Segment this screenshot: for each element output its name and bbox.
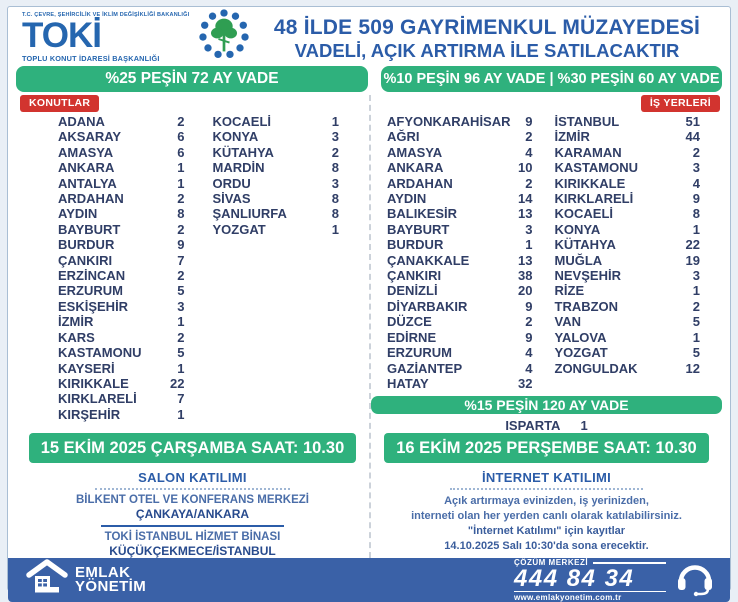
workplace-payment-banner: %10 PEŞİN 96 AY VADE | %30 PEŞİN 60 AY VADE	[381, 66, 722, 92]
list-item	[58, 160, 185, 175]
brand-line-1: EMLAK	[75, 564, 131, 581]
city-count: 2	[177, 114, 185, 129]
list-item	[387, 222, 533, 237]
list-item	[387, 376, 533, 391]
city-count: 22	[685, 237, 700, 253]
city-count: 44	[685, 129, 700, 145]
call-center-label: ÇÖZÜM MERKEZİ	[514, 558, 666, 567]
city-count: 3	[331, 129, 339, 145]
city-count: 1	[331, 114, 339, 129]
city-count: 3	[331, 175, 339, 191]
city-count: 9	[177, 237, 185, 253]
city-count: 14	[518, 191, 533, 207]
city-name: KAYSERİ	[58, 360, 115, 376]
call-center-block	[514, 558, 666, 602]
city-count: 13	[518, 252, 533, 268]
list-item	[58, 237, 185, 252]
city-count: 4	[525, 345, 533, 361]
toki-logo-text	[22, 12, 189, 63]
city-name: AYDIN	[58, 206, 98, 222]
extra-city-row	[371, 418, 722, 433]
list-item	[58, 361, 185, 376]
city-count: 22	[170, 375, 185, 391]
list-item	[213, 129, 340, 144]
workplace-auction-date-banner: 16 EKİM 2025 PERŞEMBE SAAT: 10.30	[384, 433, 709, 463]
list-item	[58, 283, 185, 298]
list-item	[58, 376, 185, 391]
housing-section	[16, 95, 369, 558]
list-item	[387, 129, 533, 144]
city-name: BAYBURT	[58, 221, 121, 237]
city-name: KIRIKKALE	[554, 175, 626, 191]
footer-bar	[8, 558, 730, 602]
housing-badge: KONUTLAR	[20, 95, 99, 112]
city-count: 2	[525, 314, 533, 330]
list-item	[555, 253, 701, 268]
city-name: BAYBURT	[387, 221, 450, 237]
city-count: 2	[331, 144, 339, 160]
internet-info-line: 14.10.2025 Salı 10:30'da sona erecektir.	[444, 540, 649, 552]
city-name: KOCAELİ	[212, 114, 271, 129]
city-name: HATAY	[387, 375, 429, 391]
city-name: KOCAELİ	[554, 206, 613, 222]
city-name: ANKARA	[387, 160, 444, 176]
city-name: ARDAHAN	[58, 191, 124, 207]
toki-subtitle: TOPLU KONUT İDARESİ BAŞKANLIĞI	[22, 53, 160, 63]
city-name: İZMİR	[58, 314, 94, 330]
list-item	[213, 222, 340, 237]
city-count: 3	[177, 298, 185, 314]
city-name: ÇANKIRI	[387, 268, 442, 284]
city-name: ORDU	[212, 175, 251, 191]
city-name: MARDİN	[212, 160, 265, 176]
city-count: 1	[177, 175, 185, 191]
list-item	[387, 345, 533, 360]
city-name: BURDUR	[58, 237, 115, 253]
list-item	[555, 314, 701, 329]
list-item	[555, 345, 701, 360]
city-count: 1	[177, 314, 185, 330]
list-item	[58, 253, 185, 268]
city-name: AĞRI	[387, 129, 420, 145]
city-count: 5	[177, 283, 185, 299]
internet-info-line: Açık artırmaya evinizden, iş yerinizden,	[444, 495, 649, 507]
city-count: 1	[177, 406, 185, 422]
city-name: DÜZCE	[387, 314, 432, 330]
city-name: KONYA	[554, 221, 601, 237]
page-title-block	[254, 16, 720, 62]
city-count: 2	[692, 298, 700, 314]
list-item	[555, 222, 701, 237]
city-count: 4	[692, 175, 700, 191]
venue-name: TOKİ İSTANBUL HİZMET BİNASI	[104, 531, 281, 543]
brand-line-2: YÖNETİM	[75, 578, 147, 595]
brand-text	[75, 566, 146, 594]
workplace-city-list-1	[387, 114, 533, 391]
list-item	[58, 345, 185, 360]
city-name: AMASYA	[58, 144, 114, 160]
city-name: ADANA	[58, 114, 105, 129]
salon-participation	[16, 470, 369, 558]
list-item	[387, 330, 533, 345]
city-count: 10	[518, 160, 533, 176]
website-url: www.emlakyonetim.com.tr	[514, 591, 666, 602]
city-name: EDİRNE	[387, 329, 437, 345]
list-item	[555, 268, 701, 283]
city-count: 2	[525, 175, 533, 191]
salon-participation-title: SALON KATILIMI	[138, 470, 247, 485]
city-name: YOZGAT	[212, 221, 266, 237]
city-name: ERZURUM	[58, 283, 123, 299]
city-count: 8	[692, 206, 700, 222]
city-count: 3	[525, 221, 533, 237]
list-item	[387, 314, 533, 329]
toki-tree-dots-icon	[197, 8, 251, 67]
list-item	[58, 206, 185, 221]
city-name: DİYARBAKIR	[387, 298, 468, 314]
city-count: 3	[692, 160, 700, 176]
emlak-yonetim-logo	[26, 559, 146, 602]
city-count: 5	[177, 345, 185, 361]
city-count: 2	[525, 129, 533, 145]
city-name: KÜTAHYA	[554, 237, 616, 253]
ministry-label: T.C. ÇEVRE, ŞEHİRCİLİK VE İKLİM DEĞİŞİKLİĞİ BAKANLIĞI	[22, 11, 190, 18]
city-name: ŞANLIURFA	[212, 206, 287, 222]
list-item	[555, 283, 701, 298]
city-name: ANTALYA	[58, 175, 117, 191]
internet-info-line: interneti olan her yerden canlı olarak katılabilirsiniz.	[411, 510, 682, 522]
list-item	[58, 391, 185, 406]
city-count: 8	[331, 160, 339, 176]
payment-banners	[8, 66, 730, 92]
city-name: ISPARTA	[505, 418, 561, 433]
list-item	[387, 283, 533, 298]
list-item	[387, 361, 533, 376]
city-name: KIRIKKALE	[58, 375, 129, 391]
housing-city-list-1	[58, 114, 185, 422]
internet-info-lines	[371, 494, 722, 554]
city-name: AMASYA	[387, 144, 443, 160]
city-count: 1	[692, 329, 700, 345]
page-title: 48 İLDE 509 GAYRİMENKUL MÜZAYEDESİ	[273, 16, 701, 39]
city-name: ÇANKIRI	[58, 252, 113, 268]
city-columns	[8, 95, 730, 558]
list-item	[58, 407, 185, 422]
toki-wordmark: TOKİ	[22, 15, 101, 55]
list-item	[387, 191, 533, 206]
city-name: KASTAMONU	[554, 160, 639, 176]
list-item	[387, 114, 533, 129]
city-name: BURDUR	[387, 237, 444, 253]
city-name: YOZGAT	[554, 345, 608, 361]
dotted-divider	[95, 488, 289, 490]
city-name: İZMİR	[554, 129, 590, 145]
city-count: 8	[177, 206, 185, 222]
phone-number: 444 84 34	[514, 565, 635, 592]
city-count: 6	[177, 144, 185, 160]
internet-participation-title: İNTERNET KATILIMI	[481, 470, 612, 485]
city-count: 20	[518, 283, 533, 299]
list-item	[213, 191, 340, 206]
workplace-lists	[371, 114, 722, 391]
list-item	[555, 299, 701, 314]
city-name: VAN	[554, 314, 581, 330]
housing-lists	[16, 114, 369, 422]
city-count: 2	[692, 144, 700, 160]
city-count: 5	[692, 345, 700, 361]
list-item	[555, 160, 701, 175]
city-name: KÜTAHYA	[212, 144, 274, 160]
city-count: 4	[525, 144, 533, 160]
city-name: ZONGULDAK	[554, 360, 638, 376]
list-item	[58, 222, 185, 237]
list-item	[555, 191, 701, 206]
city-name: SİVAS	[212, 191, 251, 207]
list-item	[555, 330, 701, 345]
city-name: KIRKLARELİ	[554, 191, 634, 207]
city-count: 32	[518, 375, 533, 391]
list-item	[555, 206, 701, 221]
city-name: KARAMAN	[554, 144, 622, 160]
city-name: ERZURUM	[387, 345, 452, 361]
city-name: KIRKLARELİ	[58, 391, 137, 407]
city-count: 13	[518, 206, 533, 222]
page-subtitle: VADELİ, AÇIK ARTIRMA İLE SATILACAKTIR	[294, 40, 680, 61]
list-item	[58, 330, 185, 345]
list-item	[387, 145, 533, 160]
list-item	[555, 176, 701, 191]
city-name: DENİZLİ	[387, 283, 438, 299]
city-name: AFYONKARAHİSAR	[387, 114, 511, 129]
list-item	[387, 253, 533, 268]
header	[8, 7, 730, 63]
solid-divider	[101, 525, 285, 527]
list-item	[555, 145, 701, 160]
list-item	[387, 206, 533, 221]
list-item	[58, 145, 185, 160]
list-item	[387, 268, 533, 283]
city-name: KARS	[58, 329, 95, 345]
city-name: ESKİŞEHİR	[58, 298, 129, 314]
workplace-section	[369, 95, 722, 558]
venue-district: KÜÇÜKÇEKMECE/İSTANBUL	[109, 544, 276, 558]
list-item	[555, 114, 701, 129]
city-count: 2	[177, 268, 185, 284]
dotted-divider	[450, 488, 643, 490]
city-name: AYDIN	[387, 191, 427, 207]
venue-district: ÇANKAYA/ANKARA	[135, 507, 250, 521]
city-name: KIRŞEHİR	[58, 406, 121, 422]
list-item	[213, 145, 340, 160]
city-name: MUĞLA	[554, 252, 603, 268]
city-count: 7	[177, 391, 185, 407]
city-count: 1	[692, 283, 700, 299]
city-name: NEVŞEHİR	[554, 268, 621, 284]
list-item	[555, 361, 701, 376]
extra-payment-banner: %15 PEŞİN 120 AY VADE	[371, 396, 722, 414]
city-name: RİZE	[554, 283, 585, 299]
venue-name: BİLKENT OTEL VE KONFERANS MERKEZİ	[76, 494, 309, 506]
workplace-city-list-2	[555, 114, 701, 391]
list-item	[555, 129, 701, 144]
list-item	[387, 299, 533, 314]
city-name: ANKARA	[58, 160, 115, 176]
city-count: 1	[177, 360, 185, 376]
city-count: 6	[177, 129, 185, 145]
housing-city-list-2	[213, 114, 340, 422]
internet-participation	[371, 470, 722, 554]
city-name: KONYA	[212, 129, 259, 145]
internet-info-line: "İnternet Katılımı" için kayıtlar	[467, 525, 626, 537]
list-item	[58, 129, 185, 144]
city-name: ERZİNCAN	[58, 268, 126, 284]
city-count: 1	[580, 418, 588, 433]
list-item	[213, 206, 340, 221]
city-name: KASTAMONU	[58, 345, 142, 361]
city-count: 2	[177, 329, 185, 345]
city-count: 9	[692, 191, 700, 207]
city-count: 1	[692, 221, 700, 237]
list-item	[213, 176, 340, 191]
list-item	[58, 176, 185, 191]
list-item	[555, 237, 701, 252]
housing-payment-banner: %25 PEŞİN 72 AY VADE	[16, 66, 368, 92]
city-name: AKSARAY	[58, 129, 122, 145]
list-item	[58, 314, 185, 329]
city-count: 38	[518, 268, 533, 284]
list-item	[58, 191, 185, 206]
city-name: TRABZON	[554, 298, 619, 314]
city-count: 8	[331, 191, 339, 207]
city-count: 8	[331, 206, 339, 222]
city-count: 9	[525, 329, 533, 345]
list-item	[387, 176, 533, 191]
city-count: 1	[177, 160, 185, 176]
city-count: 9	[525, 298, 533, 314]
workplace-badge: İŞ YERLERİ	[641, 95, 720, 112]
city-count: 2	[177, 191, 185, 207]
list-item	[58, 299, 185, 314]
city-count: 5	[692, 314, 700, 330]
city-name: BALIKESİR	[387, 206, 458, 222]
city-count: 12	[685, 360, 700, 376]
list-item	[387, 160, 533, 175]
house-icon	[26, 559, 68, 602]
city-count: 9	[525, 114, 533, 129]
city-name: GAZİANTEP	[387, 360, 463, 376]
toki-logo	[22, 8, 254, 67]
list-item	[387, 237, 533, 252]
city-count: 1	[331, 221, 339, 237]
city-name: YALOVA	[554, 329, 607, 345]
city-name: ARDAHAN	[387, 175, 453, 191]
city-count: 3	[692, 268, 700, 284]
city-count: 19	[685, 252, 700, 268]
poster-card	[7, 6, 731, 602]
list-item	[58, 268, 185, 283]
headset-icon	[676, 560, 714, 601]
city-name: İSTANBUL	[554, 114, 620, 129]
list-item	[58, 114, 185, 129]
city-count: 1	[525, 237, 533, 253]
city-count: 4	[525, 360, 533, 376]
city-count: 2	[177, 221, 185, 237]
city-count: 7	[177, 252, 185, 268]
list-item	[213, 114, 340, 129]
city-count: 51	[685, 114, 700, 129]
list-item	[213, 160, 340, 175]
housing-auction-date-banner: 15 EKİM 2025 ÇARŞAMBA SAAT: 10.30	[29, 433, 356, 463]
city-name: ÇANAKKALE	[387, 252, 470, 268]
